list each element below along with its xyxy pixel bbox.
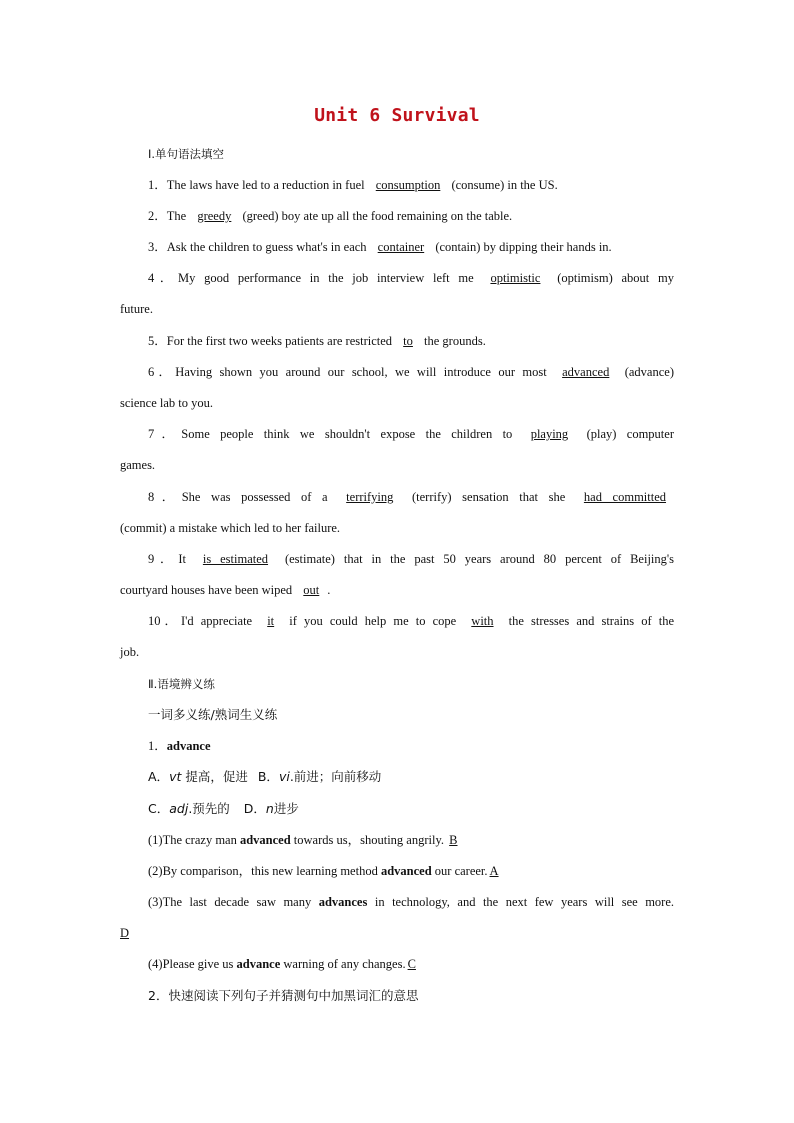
meaning-options-cd: C．adj.预先的 D．n进步 — [148, 801, 299, 816]
exercise-item-1: 1．The laws have led to a reduction in fuel consumption (consume) in the US. — [148, 178, 558, 192]
answer-blank: D — [120, 926, 130, 940]
exercise-item-4-continued: future. — [120, 302, 153, 316]
exercise-item-8: 8．She was possessed of a terrifying (terrify) sensation that she had committed — [148, 488, 674, 506]
exercise-item-10-continued: job. — [120, 645, 140, 659]
answer-blank: greedy — [197, 209, 232, 223]
answer-blank: had committed — [583, 490, 667, 504]
usage-sentence-3-answer — [120, 924, 674, 942]
exercise-item-7-continued: games. — [120, 458, 156, 472]
section-heading-grammar: Ⅰ.单句语法填空 — [148, 147, 225, 161]
exercise-item-3: 3．Ask the children to guess what's in each container (contain) by dipping their hands in. — [148, 240, 612, 254]
exercise-item-9-continued: courtyard houses have been wiped out . — [120, 583, 331, 597]
answer-blank: A — [489, 864, 499, 878]
answer-blank: to — [403, 334, 413, 348]
answer-blank: playing — [530, 427, 569, 441]
answer-blank: C — [407, 957, 416, 971]
exercise-item-4: 4．My good performance in the job interview left me optimistic (optimism) about my — [148, 271, 675, 285]
answer-blank: container — [377, 240, 425, 254]
exercise-item-2: 2．The greedy (greed) boy ate up all the food remaining on the table. — [148, 209, 513, 223]
exercise-item-7: 7．Some people think we shouldn't expose the children to playing (play) computer — [148, 427, 674, 441]
meaning-options-ab: A．vt 提高，促进 B．vi.前进；向前移动 — [148, 769, 382, 784]
usage-sentence-1: (1)The crazy man advanced towards us，shouting angrily. B — [148, 831, 674, 849]
answer-blank: with — [471, 614, 494, 628]
exercise-item-6: 6．Having shown you around our school, we will introduce our most advanced (advance) — [148, 365, 674, 379]
answer-blank: advanced — [562, 365, 610, 379]
exercise-item-9: 9．It is estimated (estimate) that in the past 50 years around 80 percent of Beijing's — [148, 552, 675, 566]
exercise-item-8-continued: (commit) a mistake which led to her failure. — [120, 521, 341, 535]
answer-blank: B — [449, 833, 458, 847]
exercise-item-5: 5．For the first two weeks patients are restricted to the grounds. — [148, 334, 486, 348]
answer-blank: terrifying — [346, 490, 394, 504]
vocab-word: 1．advance — [148, 739, 211, 753]
answer-blank: consumption — [375, 178, 441, 192]
answer-blank: out — [303, 583, 320, 597]
section-heading-context: Ⅱ.语境辨义练 — [148, 677, 215, 691]
exercise-item-10: 10．I'd appreciate it if you could help me to cope with the stresses and strains of the — [148, 614, 675, 628]
usage-sentence-4: (4)Please give us advance warning of any changes. C — [148, 955, 674, 973]
answer-blank: optimistic — [490, 271, 541, 285]
answer-blank: it — [267, 614, 275, 628]
section-subheading: 一词多义练/熟词生义练 — [148, 707, 278, 722]
usage-sentence-3: (3)The last decade saw many advances in technology, and the next few years will see more. — [148, 895, 675, 909]
exercise-item-6-continued: science lab to you. — [120, 396, 214, 410]
usage-sentence-2: (2)By comparison，this new learning method advanced our career. A — [148, 862, 674, 880]
task-2-instruction: 2．快速阅读下列句子并猜测句中加黑词汇的意思 — [148, 988, 419, 1003]
answer-blank: is estimated — [202, 552, 269, 566]
page-title: Unit 6 Survival — [314, 105, 480, 126]
